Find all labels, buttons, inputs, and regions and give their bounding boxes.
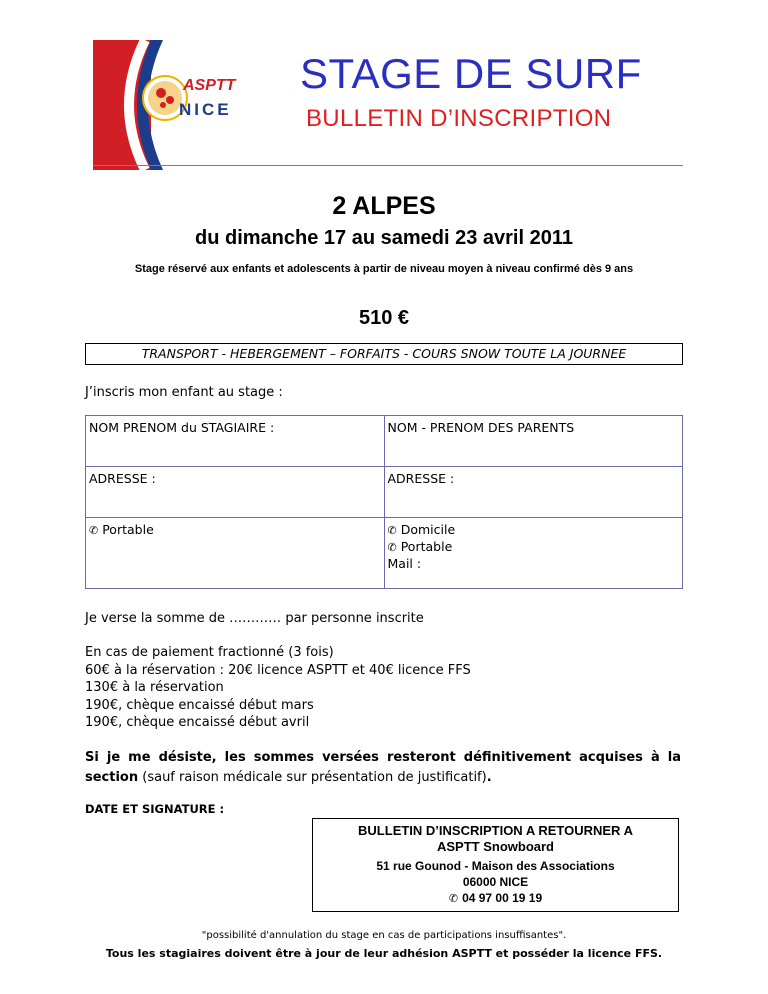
payment-line: En cas de paiement fractionné (3 fois) [85, 645, 334, 660]
event-dates: du dimanche 17 au samedi 23 avril 2011 [195, 227, 573, 249]
signature-label: DATE ET SIGNATURE : [85, 802, 225, 816]
parents-contact-field[interactable] [384, 518, 683, 589]
trainee-mobile-field[interactable] [86, 518, 385, 589]
parents-name-label: NOM - PRENOM DES PARENTS [387, 420, 575, 435]
withdrawal-policy [85, 748, 681, 788]
trainee-name-label: NOM PRENOM du STAGIAIRE : [89, 420, 275, 435]
return-org: ASPTT Snowboard [437, 839, 554, 854]
phone-icon: ✆ [448, 892, 459, 905]
parents-mobile-label: Portable [400, 539, 453, 554]
trainee-mobile-label: Portable [102, 522, 154, 537]
parents-address-label: ADRESSE : [387, 471, 455, 486]
phone-icon: ✆ [387, 524, 397, 537]
event-eligibility: Stage réservé aux enfants et adolescents à partir de niveau moyen à niveau confirmé dès 9 ans [134, 263, 634, 275]
return-heading: BULLETIN D’INSCRIPTION A RETOURNER A [358, 823, 633, 838]
return-phone-number: 04 97 00 19 19 [462, 891, 543, 905]
withdrawal-exception: (sauf raison médicale sur présentation de justificatif) [138, 770, 487, 785]
phone-icon: ✆ [89, 524, 99, 537]
return-address-box [312, 818, 679, 912]
parents-address-field[interactable] [384, 467, 683, 518]
withdrawal-bold: Si je me désiste, les sommes versées resteront définitivement acquises à la section [85, 750, 681, 785]
return-phone [313, 891, 678, 905]
home-phone-label: Domicile [400, 522, 456, 537]
license-notice: Tous les stagiaires doivent être à jour de leur adhésion ASPTT et posséder la licence FFS. [105, 947, 663, 960]
svg-text:ASPTT: ASPTT [183, 77, 236, 94]
payment-terms [85, 644, 685, 732]
trainee-address-label: ADRESSE : [89, 471, 156, 486]
payment-line: 190€, chèque encaissé début avril [85, 715, 310, 730]
mail-label: Mail : [387, 556, 422, 571]
header-divider [93, 165, 683, 166]
enroll-intro: J’inscris mon enfant au stage : [85, 385, 283, 400]
payment-line: 190€, chèque encaissé début mars [85, 697, 314, 713]
payment-line: 130€ à la réservation [85, 680, 224, 695]
page-subtitle: BULLETIN D’INSCRIPTION [306, 105, 612, 132]
trainee-name-field[interactable] [86, 416, 385, 467]
return-street: 51 rue Gounod - Maison des Associations [376, 859, 615, 873]
registration-form-table [85, 415, 683, 589]
phone-icon: ✆ [387, 541, 397, 554]
withdrawal-end: . [486, 770, 492, 785]
svg-text:NICE: NICE [179, 100, 232, 119]
cancellation-notice: "possibilité d'annulation du stage en cas de participations insuffisantes". [201, 930, 567, 941]
return-city: 06000 NICE [462, 875, 529, 889]
parents-name-field[interactable] [384, 416, 683, 467]
event-place: 2 ALPES [332, 192, 436, 220]
event-includes: TRANSPORT - HEBERGEMENT – FORFAITS - COURS SNOW TOUTE LA JOURNEE [85, 343, 683, 365]
event-price: 510 € [358, 307, 410, 329]
payment-line: 60€ à la réservation : 20€ licence ASPTT et 40€ licence FFS [85, 662, 471, 678]
amount-line: Je verse la somme de ………… par personne inscrite [85, 611, 424, 626]
trainee-address-field[interactable] [86, 467, 385, 518]
asptt-nice-logo [93, 40, 268, 170]
page-title: STAGE DE SURF [300, 50, 642, 97]
